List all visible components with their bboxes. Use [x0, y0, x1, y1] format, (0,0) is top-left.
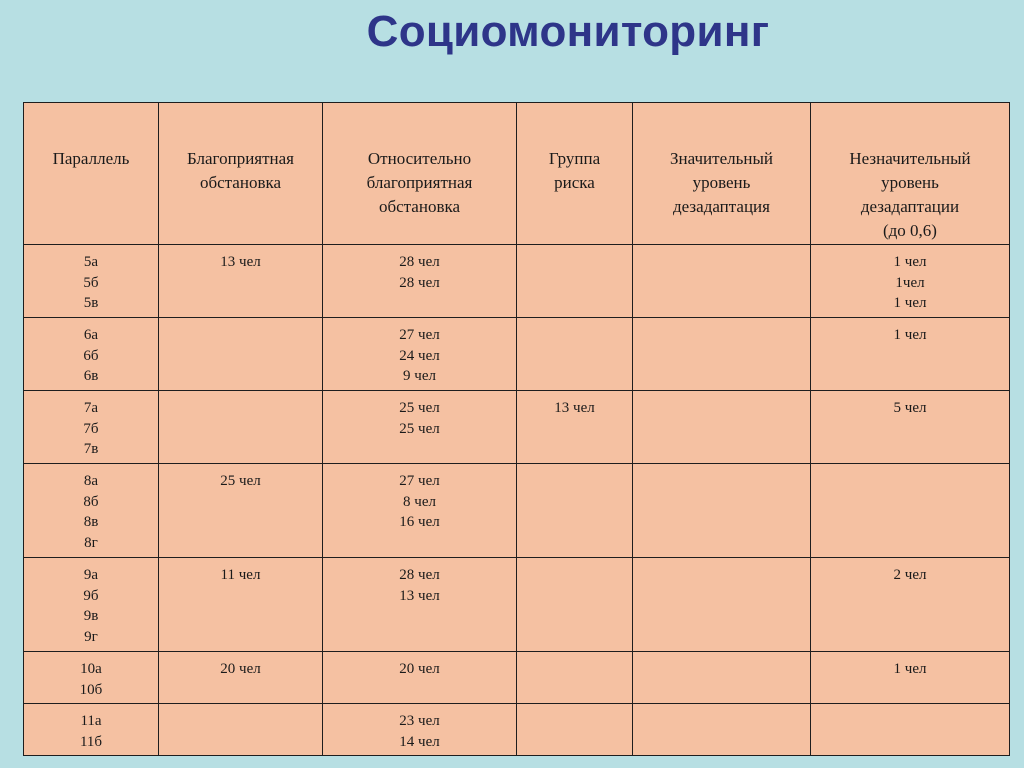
cell-value: 8г: [84, 534, 98, 551]
page-title: Социомониторинг: [366, 7, 770, 56]
header-text-line: Незначительный: [849, 149, 971, 168]
cell-relatively-favorable: [323, 318, 517, 391]
header-risk-group: [517, 103, 633, 245]
cell-value: 13 чел: [220, 254, 261, 270]
header-text-line: Значительный: [670, 149, 773, 168]
cell-value: 10б: [79, 681, 103, 698]
cell-value: 9 чел: [403, 368, 436, 384]
table-row: [24, 704, 1010, 756]
header-text-line: Параллель: [52, 149, 130, 168]
cell-favorable: [159, 391, 323, 464]
cell-value: 1чел: [895, 274, 925, 291]
cell-favorable: [159, 558, 323, 652]
cell-favorable: [159, 464, 323, 558]
cell-value: 6а: [83, 327, 99, 343]
cell-value: 20 чел: [220, 661, 261, 677]
cell-value: 25 чел: [399, 420, 440, 437]
header-text-line: риска: [554, 173, 595, 192]
cell-value: 25 чел: [399, 400, 440, 416]
cell-parallel: [24, 245, 159, 318]
cell-significant-maladaptation: [633, 464, 811, 558]
cell-value: 1 чел: [893, 295, 927, 311]
cell-significant-maladaptation: [633, 558, 811, 652]
header-text-line: Относительно: [367, 149, 472, 168]
cell-value: 9г: [84, 628, 98, 645]
cell-value: 8в: [83, 514, 99, 530]
cell-value: 6в: [83, 368, 99, 384]
header-parallel: [24, 103, 159, 245]
header-text-line: благоприятная: [366, 173, 473, 192]
header-text-line: (до 0,6): [883, 221, 937, 240]
header-relatively-favorable: [323, 103, 517, 245]
cell-insignificant-maladaptation: [811, 652, 1010, 704]
cell-favorable: [159, 652, 323, 704]
cell-value: 9б: [83, 587, 99, 604]
cell-significant-maladaptation: [633, 391, 811, 464]
header-text-line: обстановка: [378, 197, 461, 216]
cell-insignificant-maladaptation: [811, 245, 1010, 318]
cell-value: 14 чел: [399, 733, 440, 750]
cell-relatively-favorable: [323, 245, 517, 318]
header-text-line: уровень: [881, 173, 939, 192]
cell-value: 6б: [83, 347, 99, 364]
cell-value: 8 чел: [403, 493, 436, 510]
header-text-line: Группа: [548, 149, 601, 168]
table-row: [24, 652, 1010, 704]
header-text-line: обстановка: [199, 173, 282, 192]
cell-value: 11 чел: [220, 567, 261, 583]
cell-insignificant-maladaptation: [811, 318, 1010, 391]
cell-risk-group: [517, 245, 633, 318]
cell-insignificant-maladaptation: [811, 391, 1010, 464]
cell-value: 8а: [83, 473, 99, 489]
cell-relatively-favorable: [323, 464, 517, 558]
table-row: [24, 391, 1010, 464]
header-text-line: дезадаптации: [860, 197, 960, 216]
cell-value: 1 чел: [893, 327, 927, 343]
sociomonitoring-table: [23, 102, 1010, 756]
cell-value: 8б: [83, 493, 99, 510]
table-header-row: [24, 103, 1010, 245]
sociomonitoring-table-wrapper: [23, 102, 1009, 756]
cell-risk-group: [517, 704, 633, 756]
cell-value: 7б: [83, 420, 99, 437]
cell-risk-group: [517, 391, 633, 464]
header-insignificant-maladaptation: [811, 103, 1010, 245]
table-row: [24, 245, 1010, 318]
cell-value: 5б: [83, 274, 99, 291]
header-text-line: Благоприятная: [186, 149, 295, 168]
cell-parallel: [24, 464, 159, 558]
cell-risk-group: [517, 464, 633, 558]
cell-value: 5а: [83, 254, 99, 270]
cell-risk-group: [517, 318, 633, 391]
cell-value: 1 чел: [893, 661, 927, 677]
cell-value: 2 чел: [893, 567, 927, 583]
cell-value: 28 чел: [399, 254, 440, 270]
cell-parallel: [24, 704, 159, 756]
cell-relatively-favorable: [323, 558, 517, 652]
cell-insignificant-maladaptation: [811, 464, 1010, 558]
cell-value: 13 чел: [554, 400, 595, 416]
cell-value: 11а: [80, 713, 102, 729]
cell-value: 10а: [80, 661, 102, 677]
cell-value: 24 чел: [399, 347, 440, 364]
cell-value: 20 чел: [399, 661, 440, 677]
cell-value: 7в: [83, 441, 99, 457]
cell-significant-maladaptation: [633, 704, 811, 756]
cell-value: 5в: [83, 295, 99, 311]
cell-parallel: [24, 558, 159, 652]
cell-value: 5 чел: [893, 400, 927, 416]
cell-insignificant-maladaptation: [811, 704, 1010, 756]
cell-parallel: [24, 391, 159, 464]
header-significant-maladaptation: [633, 103, 811, 245]
cell-value: 16 чел: [399, 514, 440, 530]
cell-value: 25 чел: [220, 473, 261, 489]
table-row: [24, 464, 1010, 558]
cell-value: 28 чел: [399, 274, 440, 291]
cell-parallel: [24, 652, 159, 704]
cell-significant-maladaptation: [633, 652, 811, 704]
cell-risk-group: [517, 652, 633, 704]
cell-relatively-favorable: [323, 391, 517, 464]
cell-value: 13 чел: [399, 587, 440, 604]
cell-value: 9в: [83, 608, 99, 624]
cell-favorable: [159, 318, 323, 391]
cell-parallel: [24, 318, 159, 391]
cell-favorable: [159, 245, 323, 318]
table-row: [24, 318, 1010, 391]
cell-value: 23 чел: [399, 713, 440, 729]
header-text-line: дезадаптация: [673, 197, 770, 216]
cell-favorable: [159, 704, 323, 756]
cell-risk-group: [517, 558, 633, 652]
table-body: [24, 245, 1010, 756]
header-favorable: [159, 103, 323, 245]
cell-value: 27 чел: [399, 327, 440, 343]
cell-value: 28 чел: [399, 567, 440, 583]
cell-relatively-favorable: [323, 652, 517, 704]
header-text-line: уровень: [692, 173, 751, 192]
table-row: [24, 558, 1010, 652]
cell-value: 9а: [83, 567, 99, 583]
cell-value: 27 чел: [399, 473, 440, 489]
cell-relatively-favorable: [323, 704, 517, 756]
cell-significant-maladaptation: [633, 245, 811, 318]
cell-insignificant-maladaptation: [811, 558, 1010, 652]
cell-value: 7а: [83, 400, 99, 416]
cell-value: 11б: [79, 733, 103, 750]
cell-value: 1 чел: [893, 254, 927, 270]
cell-significant-maladaptation: [633, 318, 811, 391]
